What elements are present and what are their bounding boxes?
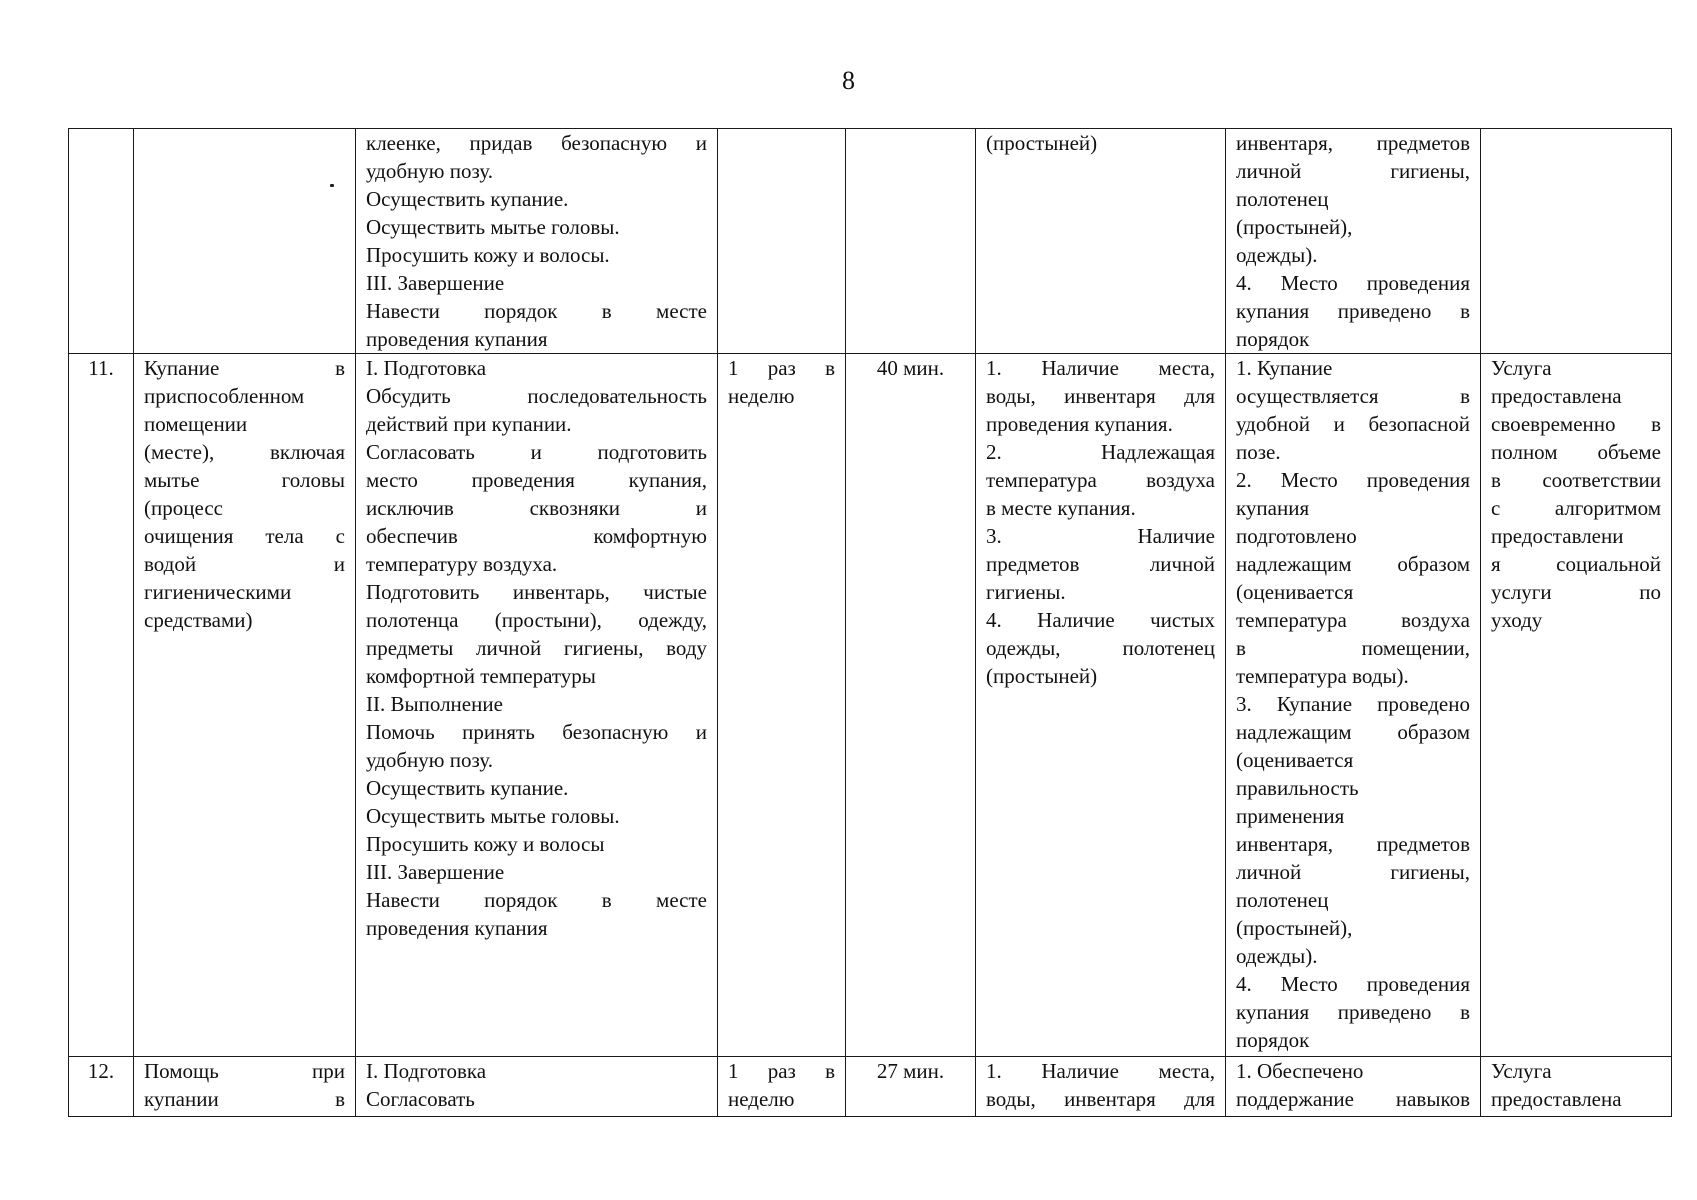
cell-text-line: водой и xyxy=(144,552,345,576)
cell-text-line: 1 раз в xyxy=(728,1059,835,1083)
cell-text-line: гигиены. xyxy=(986,580,1066,604)
cell-text-line: личной гигиены, xyxy=(1236,860,1470,884)
cell-text-line: место проведения купания, xyxy=(366,468,707,492)
cell-text-line: клеенке, придав безопасную и xyxy=(366,131,707,155)
cell-text-line: 4. Место проведения xyxy=(1236,972,1470,996)
cell-text-line: воды, инвентаря для xyxy=(986,384,1215,408)
cell-text-line: (оценивается xyxy=(1236,580,1354,604)
cell-frequency xyxy=(718,354,846,1057)
cell-text-line: инвентаря, предметов xyxy=(1236,131,1470,155)
cell-text-line: I. Подготовка xyxy=(366,356,487,380)
cell-frequency xyxy=(718,1057,846,1117)
cell-conditions xyxy=(976,354,1226,1057)
cell-assessment xyxy=(1481,1057,1672,1117)
cell-text-line: порядок xyxy=(1236,1028,1310,1052)
cell-text-line: Осуществить купание. xyxy=(366,776,569,800)
cell-text-line: предоставлени xyxy=(1491,524,1624,548)
cell-text-line: III. Завершение xyxy=(366,860,505,884)
cell-duration: 27 мин. xyxy=(846,1057,976,1117)
cell-text-line: III. Завершение xyxy=(366,271,505,295)
cell-text-line: (процесс xyxy=(144,496,223,520)
cell-text-line: (простыней), xyxy=(1236,215,1353,239)
cell-duration: 40 мин. xyxy=(846,354,976,1057)
cell-text-line: обеспечив комфортную xyxy=(366,524,707,548)
cell-text-line: предоставлена xyxy=(1491,384,1622,408)
cell-text-line: полотенец xyxy=(1236,888,1329,912)
cell-text-line: позе. xyxy=(1236,440,1281,464)
cell-text-line: неделю xyxy=(728,1087,795,1111)
cell-text-line: правильность xyxy=(1236,776,1359,800)
page-number: 8 xyxy=(842,66,855,95)
cell-text-line: 1 раз в xyxy=(728,356,835,380)
cell-text-line: действий при купании. xyxy=(366,412,572,436)
cell-text-line: 2. Место проведения xyxy=(1236,468,1470,492)
cell-text-line: услуги по xyxy=(1491,580,1661,604)
cell-text-line: 4. Наличие чистых xyxy=(986,608,1215,632)
cell-text-line: подготовлено xyxy=(1236,524,1357,548)
cell-text-line: Согласовать и подготовить xyxy=(366,440,707,464)
table-row xyxy=(69,129,1672,354)
table-row xyxy=(69,354,1672,1057)
cell-number: 12. xyxy=(69,1057,134,1117)
cell-text-line: Услуга xyxy=(1491,356,1552,380)
cell-text-line: комфортной температуры xyxy=(366,664,596,688)
cell-text-line: одежды, полотенец xyxy=(986,636,1215,660)
cell-text-line: Купание в xyxy=(144,356,345,380)
cell-text-line: воды, инвентаря для xyxy=(986,1087,1215,1111)
cell-text-line: Навести порядок в месте xyxy=(366,299,707,323)
cell-text-line: Помощь при xyxy=(144,1059,345,1083)
cell-conditions xyxy=(976,129,1226,354)
cell-text-line: поддержание навыков xyxy=(1236,1087,1470,1111)
cell-number xyxy=(69,129,134,354)
cell-text-line: удобную позу. xyxy=(366,159,493,183)
cell-duration xyxy=(846,129,976,354)
cell-text-line: надлежащим образом xyxy=(1236,720,1470,744)
cell-text-line: II. Выполнение xyxy=(366,692,503,716)
cell-text-line: помещении xyxy=(144,412,248,436)
cell-text-line: Подготовить инвентарь, чистые xyxy=(366,580,707,604)
cell-text-line: неделю xyxy=(728,384,795,408)
cell-text-line: Согласовать xyxy=(366,1087,475,1111)
cell-text-line: приспособленном xyxy=(144,384,305,408)
cell-text-line: температура воздуха xyxy=(986,468,1215,492)
cell-actions xyxy=(356,354,718,1057)
cell-results xyxy=(1226,129,1481,354)
cell-text-line: 1. Купание xyxy=(1236,356,1333,380)
cell-text-line: одежды). xyxy=(1236,944,1318,968)
cell-text-line: Навести порядок в месте xyxy=(366,888,707,912)
cell-text-line: полотенец xyxy=(1236,187,1329,211)
cell-text-line: (простыней), xyxy=(1236,916,1353,940)
cell-number: 11. xyxy=(69,354,134,1057)
cell-text-line: в месте купания. xyxy=(986,496,1136,520)
cell-assessment xyxy=(1481,129,1672,354)
cell-text-line: купании в xyxy=(144,1087,345,1111)
cell-text-line: 3. Купание проведено xyxy=(1236,692,1470,716)
cell-text-line: Помочь принять безопасную и xyxy=(366,720,707,744)
cell-text-line: предметов личной xyxy=(986,552,1215,576)
cell-actions xyxy=(356,129,718,354)
cell-text-line: проведения купания. xyxy=(986,412,1173,436)
cell-text-line: уходу xyxy=(1491,608,1543,632)
cell-text-line: применения xyxy=(1236,804,1345,828)
cell-text-line: купания приведено в xyxy=(1236,299,1470,323)
cell-text-line: одежды). xyxy=(1236,243,1318,267)
stray-mark xyxy=(330,184,334,187)
cell-text-line: (простыней) xyxy=(986,664,1098,688)
cell-text-line: средствами) xyxy=(144,608,253,632)
cell-text-line: предметы личной гигиены, воду xyxy=(366,636,707,660)
cell-text-line: 1. Наличие места, xyxy=(986,1059,1215,1083)
cell-text-line: гигиеническими xyxy=(144,580,292,604)
cell-text-line: (простыней) xyxy=(986,131,1098,155)
cell-text-line: в соответствии xyxy=(1491,468,1661,492)
cell-text-line: купания xyxy=(1236,496,1310,520)
cell-text-line: порядок xyxy=(1236,327,1310,351)
cell-text-line: Просушить кожу и волосы xyxy=(366,832,605,856)
cell-text-line: полотенца (простыни), одежду, xyxy=(366,608,707,632)
cell-text-line: Услуга xyxy=(1491,1059,1552,1083)
cell-results xyxy=(1226,1057,1481,1117)
cell-text-line: инвентаря, предметов xyxy=(1236,832,1470,856)
cell-text-line: 4. Место проведения xyxy=(1236,271,1470,295)
cell-service-name xyxy=(134,129,356,354)
cell-text-line: Осуществить мытье головы. xyxy=(366,215,620,239)
table-row xyxy=(69,1057,1672,1117)
cell-text-line: (оценивается xyxy=(1236,748,1354,772)
cell-text-line: температура воды). xyxy=(1236,664,1409,688)
cell-text-line: осуществляется в xyxy=(1236,384,1470,408)
cell-service-name xyxy=(134,354,356,1057)
cell-text-line: в помещении, xyxy=(1236,636,1470,660)
cell-frequency xyxy=(718,129,846,354)
cell-text-line: исключив сквозняки и xyxy=(366,496,707,520)
cell-text-line: личной гигиены, xyxy=(1236,159,1470,183)
cell-text-line: удобной и безопасной xyxy=(1236,412,1470,436)
cell-conditions xyxy=(976,1057,1226,1117)
cell-text-line: мытье головы xyxy=(144,468,345,492)
cell-text-line: 1. Наличие места, xyxy=(986,356,1215,380)
cell-text-line: 3. Наличие xyxy=(986,524,1215,548)
cell-text-line: температура воздуха xyxy=(1236,608,1470,632)
cell-text-line: надлежащим образом xyxy=(1236,552,1470,576)
services-table xyxy=(68,128,1672,1117)
cell-text-line: Осуществить мытье головы. xyxy=(366,804,620,828)
cell-text-line: с алгоритмом xyxy=(1491,496,1661,520)
cell-text-line: купания приведено в xyxy=(1236,1000,1470,1024)
cell-actions xyxy=(356,1057,718,1117)
cell-text-line: Просушить кожу и волосы. xyxy=(366,243,610,267)
cell-text-line: Осуществить купание. xyxy=(366,187,569,211)
cell-service-name xyxy=(134,1057,356,1117)
cell-text-line: проведения купания xyxy=(366,327,548,351)
cell-text-line: проведения купания xyxy=(366,916,548,940)
cell-text-line: я социальной xyxy=(1491,552,1661,576)
cell-assessment xyxy=(1481,354,1672,1057)
cell-text-line: температуру воздуха. xyxy=(366,552,558,576)
cell-text-line: I. Подготовка xyxy=(366,1059,487,1083)
cell-text-line: 2. Надлежащая xyxy=(986,440,1215,464)
cell-text-line: Обсудить последовательность xyxy=(366,384,707,408)
cell-results xyxy=(1226,354,1481,1057)
cell-text-line: 1. Обеспечено xyxy=(1236,1059,1364,1083)
cell-text-line: своевременно в xyxy=(1491,412,1661,436)
cell-text-line: удобную позу. xyxy=(366,748,493,772)
cell-text-line: (месте), включая xyxy=(144,440,345,464)
cell-text-line: предоставлена xyxy=(1491,1087,1622,1111)
cell-text-line: очищения тела с xyxy=(144,524,345,548)
cell-text-line: полном объеме xyxy=(1491,440,1661,464)
